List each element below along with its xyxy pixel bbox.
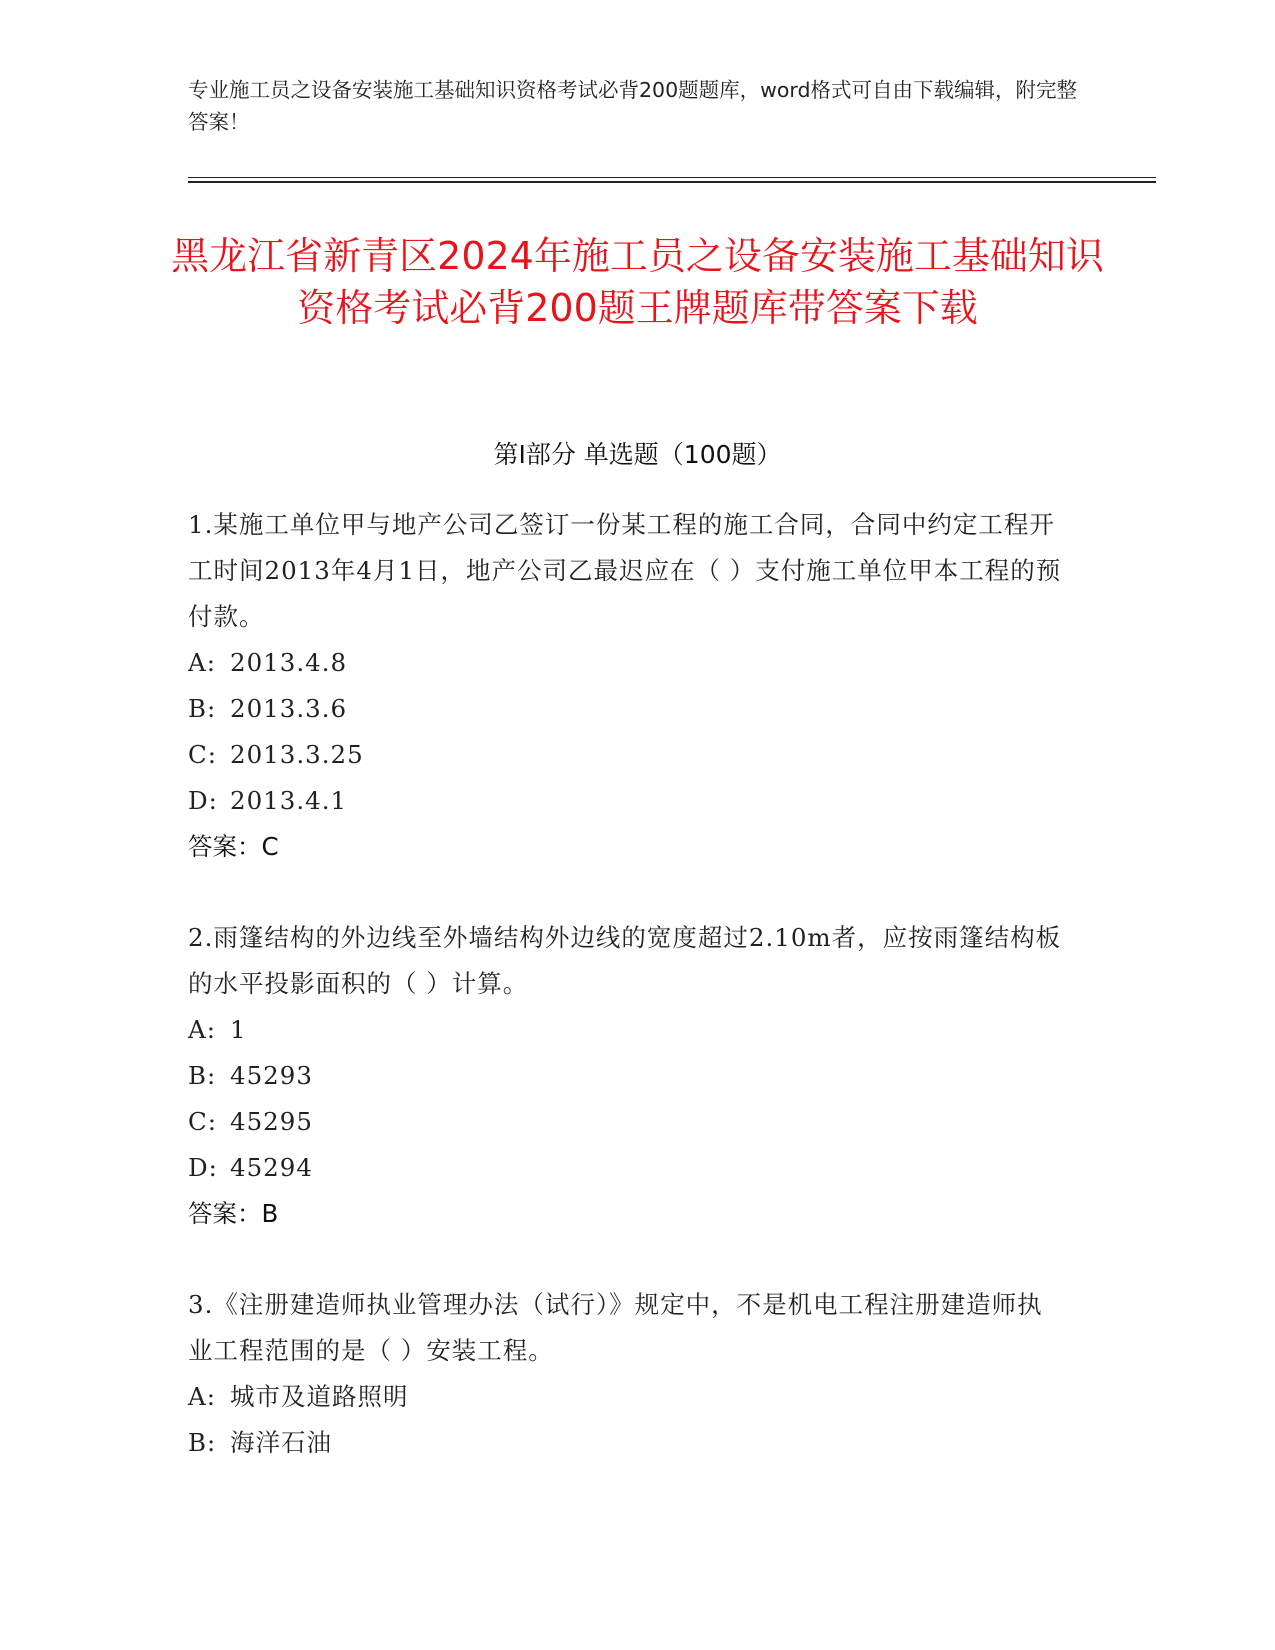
question-2 [188,915,1068,1237]
option-text: 2013.4.8 [230,648,348,677]
option-text: 城市及道路照明 [230,1382,409,1411]
option-letter: A: [188,1015,216,1044]
option-letter: B: [188,1061,217,1090]
option-a [188,1007,1068,1053]
header-note: 专业施工员之设备安装施工基础知识资格考试必背200题题库，word格式可自由下载编辑，附完整答案！ [188,78,1078,134]
answer-line: 答案：B [188,1199,279,1228]
option-a [188,1374,1068,1420]
question-stem: 3.《注册建造师执业管理办法（试行）》规定中，不是机电工程注册建造师执业工程范围的是（ ）安装工程。 [188,1290,1043,1365]
option-d [188,778,1068,824]
option-text: 45293 [230,1061,313,1090]
option-b [188,1053,1068,1099]
option-letter: A: [188,1382,216,1411]
option-b [188,1420,1068,1466]
document-title: 黑龙江省新青区2024年施工员之设备安装施工基础知识资格考试必背200题王牌题库带答案下载 [171,234,1104,330]
question-1 [188,502,1068,870]
option-letter: C: [188,740,218,769]
option-c [188,1099,1068,1145]
question-stem: 2.雨篷结构的外边线至外墙结构外边线的宽度超过2.10m者，应按雨篷结构板的水平投影面积的（ ）计算。 [188,923,1062,998]
option-b [188,686,1068,732]
option-text: 45295 [230,1107,313,1136]
question-stem: 1.某施工单位甲与地产公司乙签订一份某工程的施工合同，合同中约定工程开工时间2013年4月1日，地产公司乙最迟应在（ ）支付施工单位甲本工程的预付款。 [188,510,1062,631]
option-letter: D: [188,786,218,815]
section-heading: 第I部分 单选题（100题） [493,440,782,469]
option-letter: D: [188,1153,218,1182]
header-divider-thin [188,177,1156,178]
option-text: 2013.3.6 [230,694,348,723]
option-text: 1 [230,1015,247,1044]
option-letter: C: [188,1107,218,1136]
option-letter: A: [188,648,216,677]
option-letter: B: [188,694,217,723]
option-letter: B: [188,1428,217,1457]
header-divider-thick [188,181,1156,183]
option-a [188,640,1068,686]
option-c [188,732,1068,778]
option-text: 45294 [230,1153,313,1182]
answer-line: 答案：C [188,832,279,861]
option-text: 2013.4.1 [230,786,348,815]
option-text: 海洋石油 [230,1428,332,1457]
option-d [188,1145,1068,1191]
question-3 [188,1282,1068,1466]
option-text: 2013.3.25 [230,740,364,769]
